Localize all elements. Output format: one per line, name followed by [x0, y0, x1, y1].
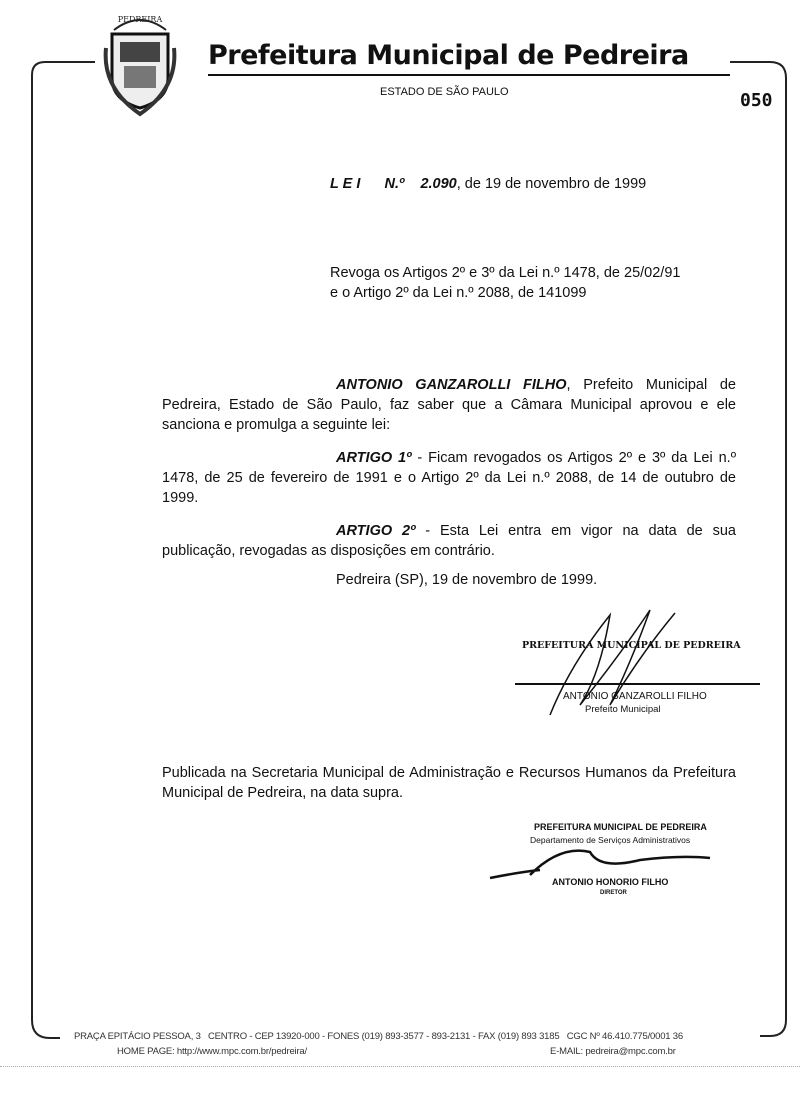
- law-heading: [330, 174, 646, 194]
- law-prefix: L E I: [330, 176, 361, 192]
- place-date: Pedreira (SP), 19 de novembro de 1999.: [336, 572, 598, 588]
- svg-text:PEDREIRA: PEDREIRA: [117, 15, 163, 24]
- law-number-label: N.º: [384, 176, 405, 192]
- preamble: [162, 375, 736, 435]
- signature1-stamp: PREFEITURA MUNICIPAL DE PEDREIRA: [522, 640, 741, 651]
- law-date: , de 19 de novembro de 1999: [456, 176, 647, 192]
- signature1-line: [515, 683, 760, 685]
- law-number: 2.090: [420, 176, 457, 192]
- scan-edge: [0, 1066, 800, 1067]
- footer-address: PRAÇA EPITÁCIO PESSOA, 3 CENTRO - CEP 13920-000 - FONES (019) 893-3577 - 893-2131 - FAX (019) 893 3185 CGC Nº 46.410.775/0001 36: [74, 1031, 683, 1042]
- law-summary: [330, 263, 680, 303]
- article-text: - Esta Lei entra em vigor na data de sua publicação, revogadas as disposições em contrário.: [162, 523, 736, 559]
- header-state: ESTADO DE SÃO PAULO: [380, 86, 509, 98]
- article-1: [162, 448, 736, 508]
- header-rule: [208, 74, 730, 76]
- summary-line: Revoga os Artigos 2º e 3º da Lei n.º 1478, de 25/02/91: [330, 265, 681, 281]
- signature1-role: Prefeito Municipal: [585, 704, 661, 715]
- article-label: ARTIGO 2º: [336, 523, 416, 539]
- signature2-name: ANTONIO HONORIO FILHO: [552, 877, 669, 887]
- footer-email: E-MAIL: pedreira@mpc.com.br: [550, 1046, 676, 1057]
- summary-line: e o Artigo 2º da Lei n.º 2088, de 141099: [330, 285, 587, 301]
- city-crest-logo: [100, 8, 180, 118]
- preamble-text: , Prefeito Municipal de Pedreira, Estado de São Paulo, faz saber que a Câmara Municipal aprovou e ele sanciona e promulga a seguinte lei:: [162, 377, 736, 433]
- signature2-dept: Departamento de Serviços Administrativos: [530, 835, 691, 845]
- header-title: Prefeitura Municipal de Pedreira: [208, 40, 689, 71]
- article-2: [162, 521, 736, 561]
- article-label: ARTIGO 1º: [336, 450, 412, 466]
- signature1-name: ANTONIO GANZAROLLI FILHO: [563, 691, 707, 702]
- footer-homepage: HOME PAGE: http://www.mpc.com.br/pedreira/: [117, 1046, 307, 1057]
- publication-note: Publicada na Secretaria Municipal de Administração e Recursos Humanos da Prefeitura Municipal de Pedreira, na data supra.: [162, 765, 736, 801]
- signature2-stamp: PREFEITURA MUNICIPAL DE PEDREIRA: [534, 822, 707, 832]
- page-number: 050: [740, 90, 773, 111]
- article-text: - Ficam revogados os Artigos 2º e 3º da Lei n.º 1478, de 25 de fevereiro de 1991 e o Artigo 2º da Lei n.º 2088, de 14 de outubro de 1999.: [162, 450, 736, 506]
- signature2-role: DIRETOR: [600, 890, 627, 896]
- mayor-name: ANTONIO GANZAROLLI FILHO: [336, 377, 567, 393]
